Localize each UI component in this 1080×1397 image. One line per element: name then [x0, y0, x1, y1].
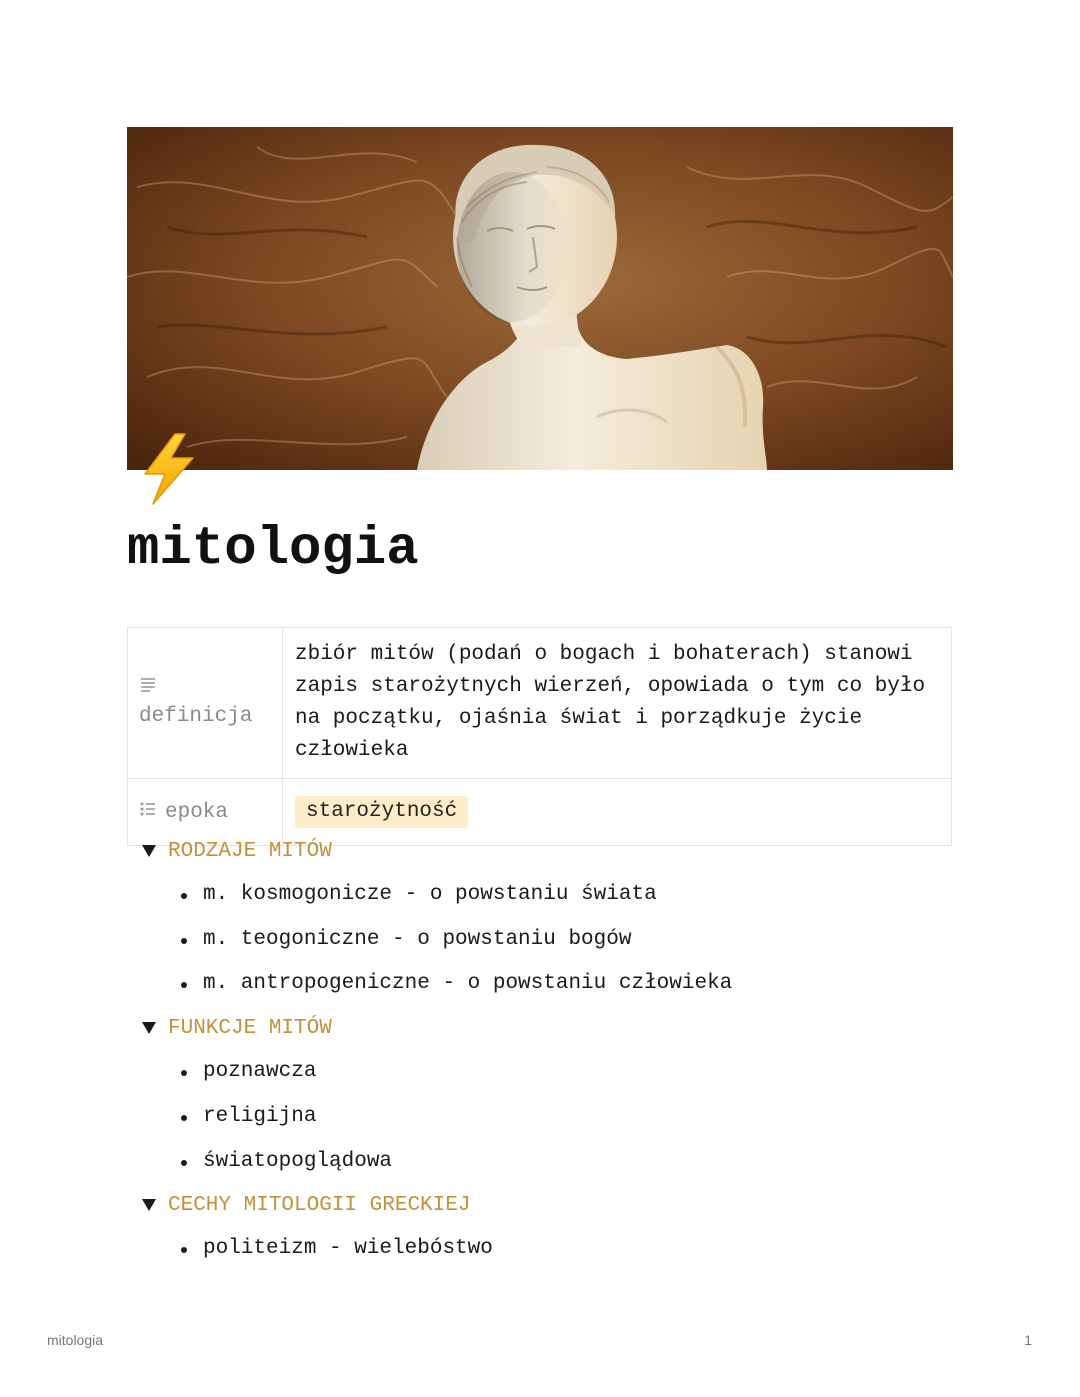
list-item: poznawcza: [138, 1057, 958, 1087]
footer-page-name: mitologia: [47, 1332, 104, 1348]
list-item: m. antropogeniczne - o powstaniu człowieka: [138, 969, 958, 999]
footer-page-number: 1: [1024, 1332, 1032, 1348]
toggle-header[interactable]: [138, 836, 958, 866]
property-name-cell[interactable]: [128, 628, 283, 779]
toggle-title: FUNKCJE MITÓW: [168, 1016, 332, 1040]
list-item: religijna: [138, 1102, 958, 1132]
toggle-triangle-icon[interactable]: [142, 844, 156, 858]
toggle-title: CECHY MITOLOGII GRECKIEJ: [168, 1193, 471, 1217]
property-value-definicja[interactable]: zbiór mitów (podań o bogach i bohaterach) stanowi zapis starożytnych wierzeń, opowiada o tym co było na początku, ojaśnia świat i porządkuje życie człowieka: [283, 628, 952, 779]
toggle-title: RODZAJE MITÓW: [168, 839, 332, 863]
cover-image: [127, 127, 953, 470]
list-item: światopoglądowa: [138, 1147, 958, 1177]
bullet-icon: [181, 982, 187, 988]
toggle-triangle-icon[interactable]: [142, 1021, 156, 1035]
toggle-triangle-icon[interactable]: [142, 1198, 156, 1212]
property-label: definicja: [139, 705, 253, 728]
text-lines-icon: [139, 675, 282, 703]
list-item: politeizm - wielebóstwo: [138, 1234, 958, 1264]
bullet-icon: [181, 938, 187, 944]
properties-table: [127, 627, 952, 846]
select-tag[interactable]: starożytność: [295, 796, 468, 828]
toggle-section-cechy: [138, 1190, 958, 1264]
toggle-section-rodzaje: [138, 836, 958, 999]
toggle-header[interactable]: [138, 1013, 958, 1043]
bullet-icon: [181, 1070, 187, 1076]
toggle-section-funkcje: [138, 1013, 958, 1177]
property-row-definicja: [128, 628, 952, 779]
property-label: epoka: [165, 800, 229, 824]
list-item: m. teogoniczne - o powstaniu bogów: [138, 925, 958, 955]
bullet-icon: [181, 1115, 187, 1121]
bullet-icon: [181, 1247, 187, 1253]
list-item: m. kosmogonicze - o powstaniu świata: [138, 880, 958, 910]
list-icon: [139, 800, 157, 825]
page-title: mitologia: [127, 519, 419, 580]
toggle-header[interactable]: [138, 1190, 958, 1220]
lightning-bolt-icon: [135, 430, 205, 508]
page-content: [138, 836, 958, 1264]
bullet-icon: [181, 893, 187, 899]
bullet-icon: [181, 1160, 187, 1166]
